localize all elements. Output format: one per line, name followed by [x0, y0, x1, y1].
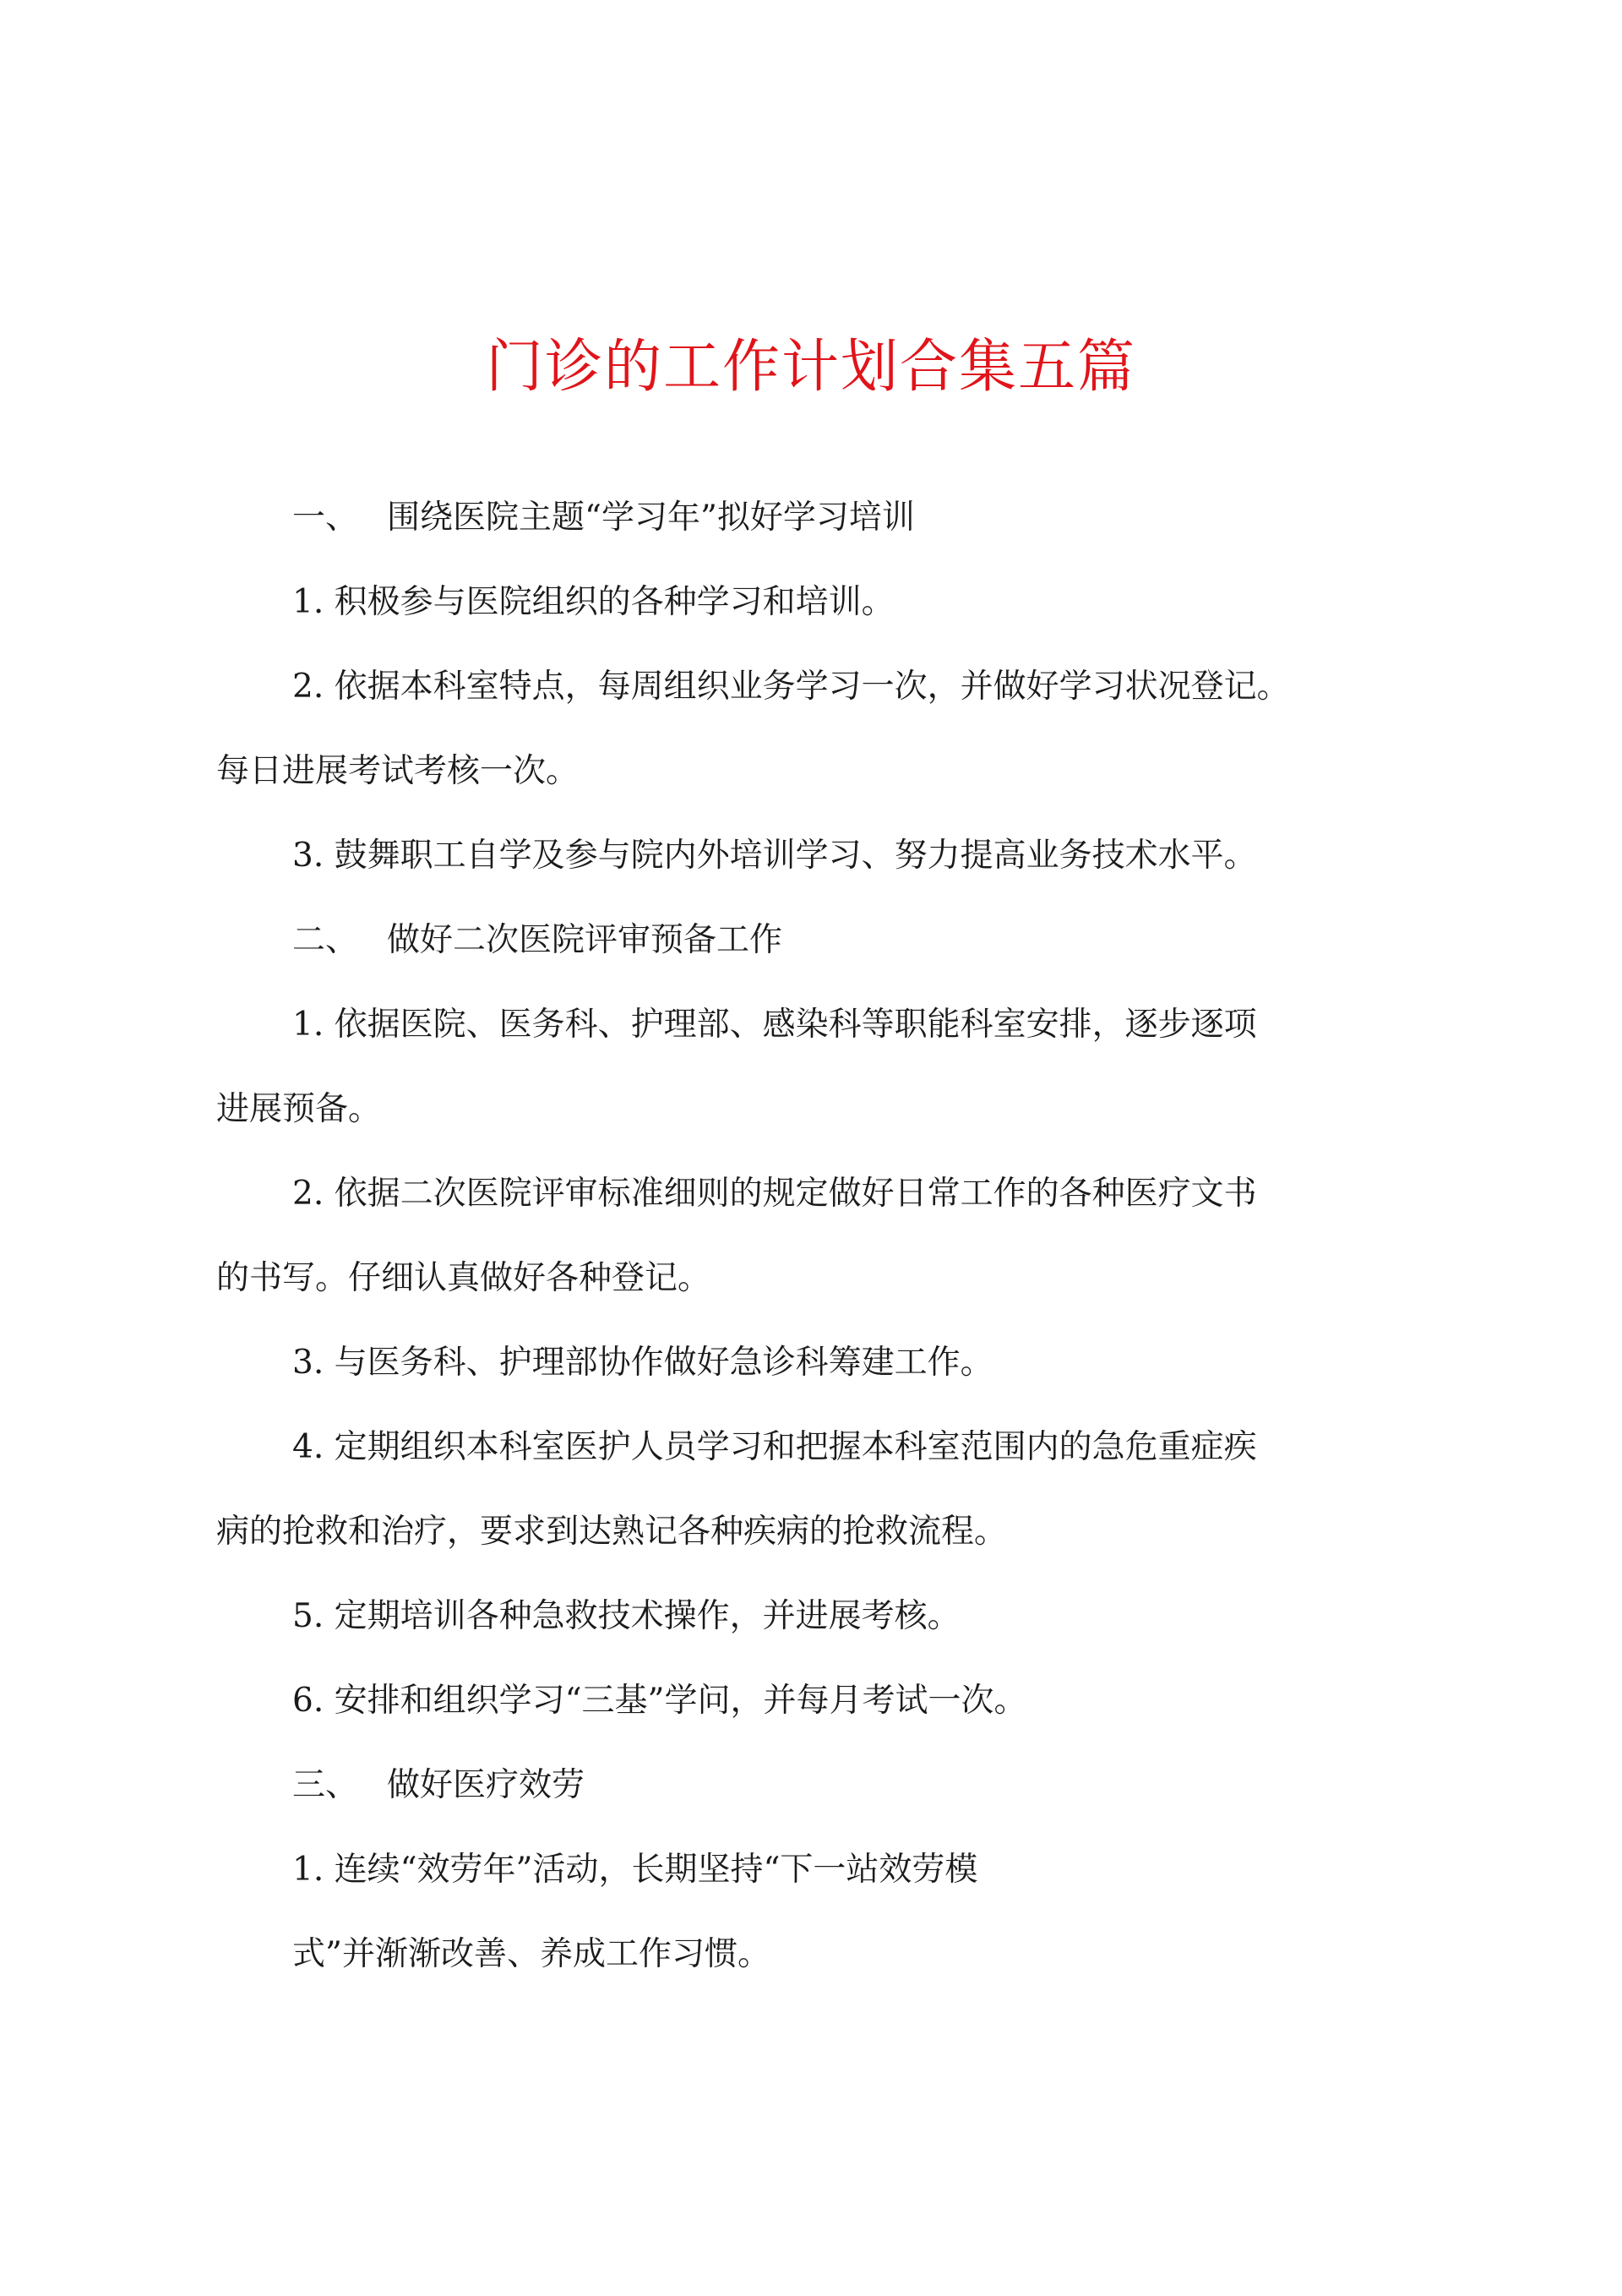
section-number: 三、: [292, 1766, 359, 1804]
list-item: 4. 定期组织本科室医护人员学习和把握本科室范围内的急危重症疾: [292, 1428, 1257, 1466]
page-title: 门诊的工作计划合集五篇: [485, 334, 1136, 401]
list-item-continuation: 的书写。仔细认真做好各种登记。: [216, 1259, 711, 1297]
list-item: 6. 安排和组织学习“三基”学问，并每月考试一次。: [292, 1682, 1027, 1720]
section-heading-text: 做好医疗效劳: [387, 1766, 585, 1804]
list-item-continuation: 式”并渐渐改善、养成工作习惯。: [292, 1935, 770, 1973]
list-item-continuation: 病的抢救和治疗，要求到达熟记各种疾病的抢救流程。: [216, 1513, 1008, 1551]
section-heading: [292, 493, 915, 543]
list-item: 3. 与医务科、护理部协作做好急诊科筹建工作。: [292, 1344, 993, 1382]
list-item: 2. 依据本科室特点，每周组织业务学习一次，并做好学习状况登记。: [292, 668, 1290, 706]
section-heading: [292, 1760, 585, 1811]
section-number: 二、: [292, 921, 359, 959]
list-item: 5. 定期培训各种急救技术操作，并进展考核。: [292, 1597, 961, 1635]
section-heading: [292, 915, 782, 966]
list-item-continuation: 每日进展考试考核一次。: [216, 752, 580, 790]
list-item: 2. 依据二次医院评审标准细则的规定做好日常工作的各种医疗文书: [292, 1175, 1257, 1213]
section-heading-text: 围绕医院主题“学习年”拟好学习培训: [387, 499, 915, 537]
section-number: 一、: [292, 499, 359, 537]
list-item: 3. 鼓舞职工自学及参与院内外培训学习、努力提高业务技术水平。: [292, 837, 1257, 875]
list-item-continuation: 进展预备。: [216, 1090, 382, 1128]
list-item: 1. 积极参与医院组织的各种学习和培训。: [292, 583, 895, 621]
list-item: 1. 依据医院、医务科、护理部、感染科等职能科室安排，逐步逐项: [292, 1006, 1257, 1044]
list-item: 1. 连续“效劳年”活动，长期坚持“下一站效劳模: [292, 1851, 978, 1889]
section-heading-text: 做好二次医院评审预备工作: [387, 921, 783, 959]
